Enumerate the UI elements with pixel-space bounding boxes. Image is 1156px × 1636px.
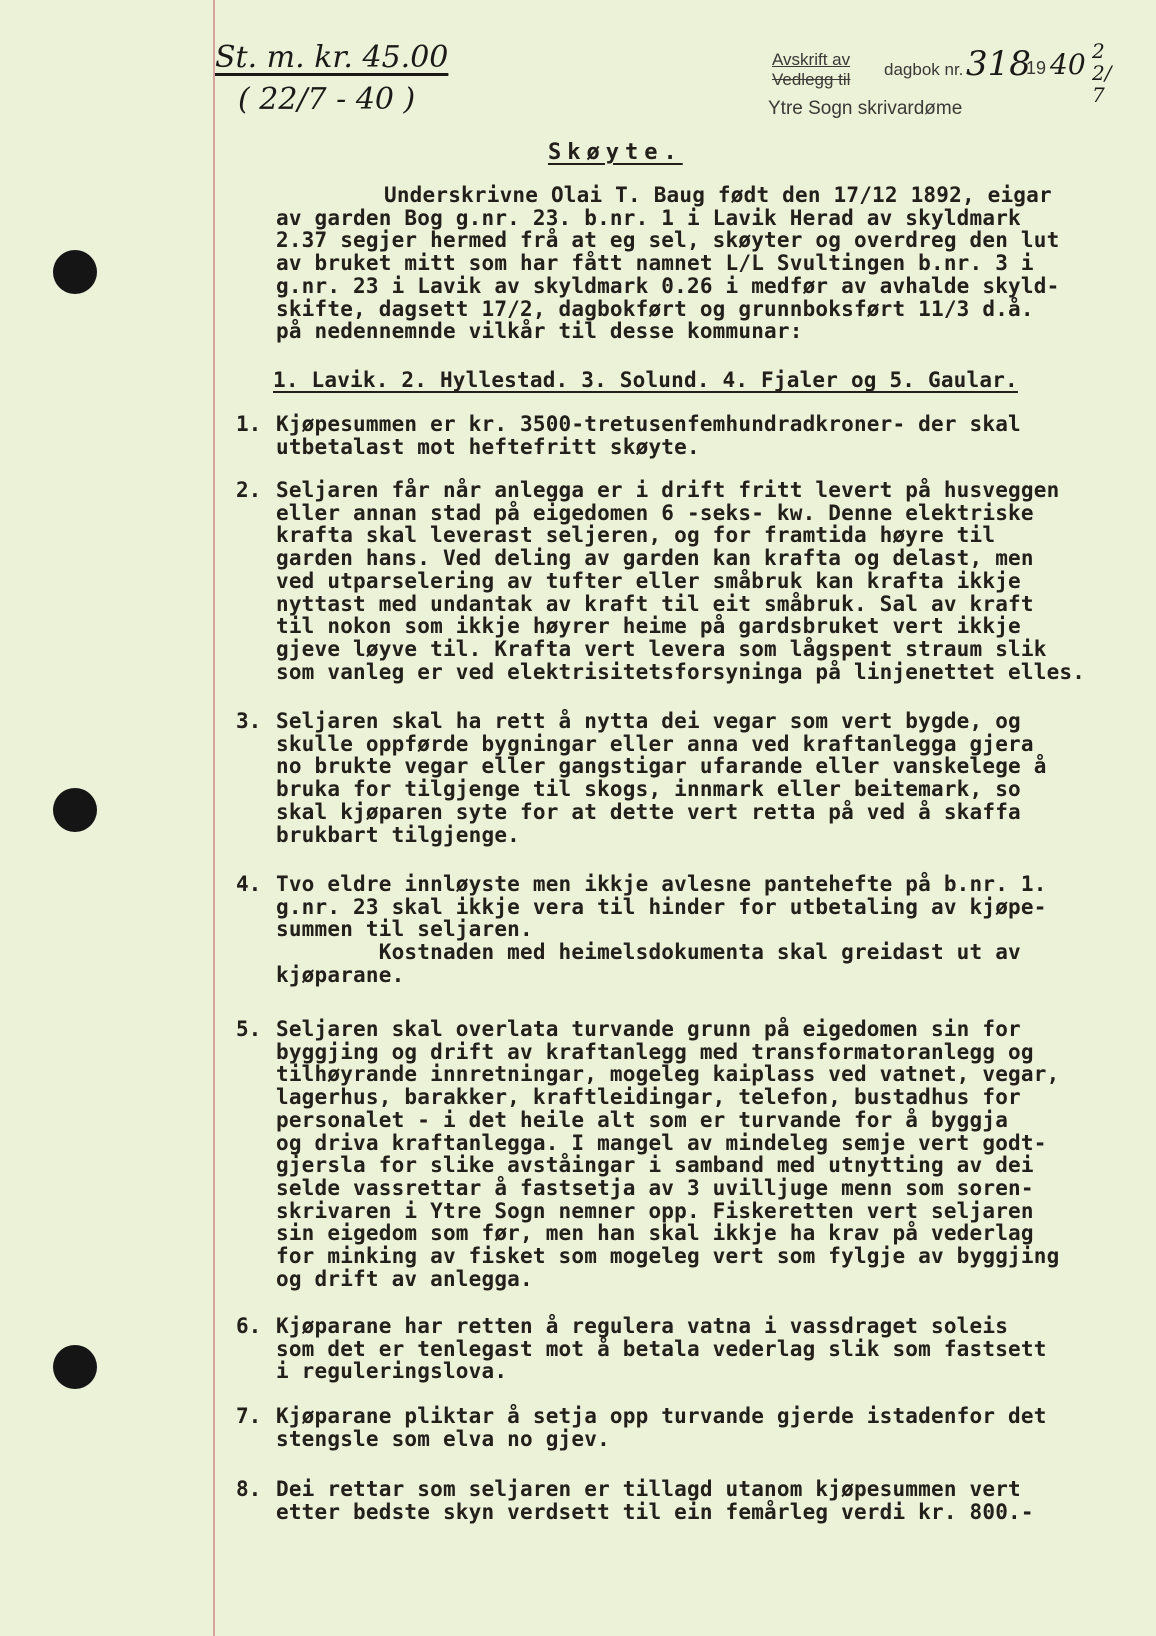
document-title: Skøyte.: [548, 140, 683, 165]
text-line: byggjing og drift av kraftanlegg med transformatoranlegg og: [276, 1039, 1034, 1064]
text-line: sin eigedom som før, men han skal ikkje ha krav på vederlag: [276, 1221, 1034, 1246]
text-line: skal kjøparen syte for at dette vert retta på ved å skaffa: [276, 799, 1021, 824]
text-line: Seljaren får når anlegga er i drift fritt levert på husveggen: [276, 478, 1060, 502]
text-line: og driva kraftanlegga. I mangel av mindeleg semje vert godt-: [276, 1130, 1047, 1155]
text-line: Underskrivne Olai T. Baug født den 17/12 1892, eigar: [384, 183, 1052, 207]
text-line: kjøparane.: [276, 962, 405, 987]
stamp-vedlegg: Vedlegg til: [772, 70, 851, 89]
text-line: skulle oppførde bygningar eller anna ved kraftanlegga gjera: [276, 731, 1034, 756]
handwritten-fee-note: St. m. kr. 45.00: [215, 40, 449, 75]
text-line: no brukte vegar eller gangstigar ufarande eller vanskelege å: [276, 754, 1047, 779]
text-line: Tvo eldre innløyste men ikkje avlesne pantehefte på b.nr. 1.: [276, 872, 1047, 896]
text-line: lagerhus, barakker, kraftleidingar, telefon, bustadhus for: [276, 1085, 1021, 1110]
text-line: som det er tenlegast mot å betala vederlag slik som fastsett: [276, 1336, 1047, 1361]
clause-number: 4.: [236, 872, 262, 896]
clause-number: 1.: [236, 412, 262, 436]
clause-number: 2.: [236, 478, 262, 502]
stamp-dagbok: dagbok nr.: [884, 60, 964, 79]
handwritten-date-note: ( 22/7 - 40 ): [238, 82, 416, 117]
text-line: på nedennemnde vilkår til desse kommunar:: [276, 319, 803, 344]
text-line: Kjøpesummen er kr. 3500-tretusenfemhundradkroner- der skal: [276, 412, 1021, 436]
text-line: Kjøparane har retten å regulera vatna i vassdraget soleis: [276, 1314, 1009, 1338]
text-line: som vanleg er ved elektrisitetsforsyninga på linjenettet elles.: [276, 659, 1086, 684]
text-line: for minking av fisket som mogeleg vert som fylgje av byggjing: [276, 1244, 1060, 1268]
text-line: g.nr. 23 i Lavik av skyldmark 0.26 i medfør av avhalde skyld-: [276, 273, 1060, 298]
text-line: krafta skal leverast seljeren, og for framtida høyre til: [276, 523, 996, 548]
text-line: 1. Lavik. 2. Hyllestad. 3. Solund. 4. Fjaler og 5. Gaular.: [273, 368, 1018, 392]
text-line: summen til seljaren.: [276, 917, 533, 942]
text-line: skifte, dagsett 17/2, dagbokført og grunnboksført 11/3 d.å.: [276, 296, 1034, 321]
handwritten-dagbok-number: 318: [966, 44, 1031, 84]
text-line: i reguleringslova.: [276, 1359, 508, 1384]
text-line: stengsle som elva no gjev.: [276, 1426, 610, 1451]
text-line: gjersla for slike avståingar i samband med utnytting av dei: [276, 1153, 1034, 1178]
text-line: eller annan stad på eigedomen 6 -seks- kw. Denne elektriske: [276, 500, 1034, 525]
text-line: etter bedste skyn verdsett til ein femårleg verdi kr. 800.-: [276, 1499, 1034, 1524]
text-line: Kostnaden med heimelsdokumenta skal greidast ut av: [276, 940, 1021, 965]
clause-number: 8.: [236, 1477, 262, 1501]
text-line: bruka for tilgjenge til skogs, innmark eller beitemark, so: [276, 777, 1021, 802]
text-line: skrivaren i Ytre Sogn nemner opp. Fiskeretten vert seljaren: [276, 1198, 1034, 1223]
clause-number: 3.: [236, 709, 262, 733]
text-line: til nokon som ikkje høyrer heime på gardsbruket vert ikkje: [276, 614, 1021, 639]
clause-number: 7.: [236, 1404, 262, 1428]
text-line: utbetalast mot heftefritt skøyte.: [276, 434, 700, 459]
clause-number: 5.: [236, 1017, 262, 1041]
text-line: 2.37 segjer hermed frå at eg sel, skøyter og overdreg den lut: [276, 228, 1060, 253]
text-line: garden hans. Ved deling av garden kan krafta og delast, men: [276, 546, 1034, 571]
text-line: nyttast med undantak av kraft til eit småbruk. Sal av kraft: [276, 591, 1034, 616]
text-line: av bruket mitt som har fått namnet L/L Svultingen b.nr. 3 i: [276, 251, 1034, 276]
text-line: brukbart tilgjenge.: [276, 822, 521, 847]
text-line: tilhøyrande innretningar, mogeleg kaiplass ved vatnet, vegar,: [276, 1062, 1060, 1087]
clause-number: 6.: [236, 1314, 262, 1338]
text-line: gjeve løyve til. Krafta vert levera som lågspent straum slik: [276, 636, 1047, 661]
text-line: selde vassrettar å fastsetja av 3 uvilljuge menn som soren-: [276, 1175, 1034, 1200]
stamp-year-prefix: 19: [1026, 58, 1047, 78]
text-line: personalet - i det heile alt som er turvande for å byggja: [276, 1107, 1009, 1132]
handwritten-date-fraction: 22/7: [1092, 39, 1112, 107]
stamp-avskrift: Avskrift av: [772, 50, 851, 69]
handwritten-year: 40: [1050, 48, 1086, 81]
text-line: og drift av anlegga.: [276, 1266, 533, 1291]
text-line: Kjøparane pliktar å setja opp turvande gjerde istadenfor det: [276, 1404, 1047, 1428]
text-line: g.nr. 23 skal ikkje vera til hinder for utbetaling av kjøpe-: [276, 894, 1047, 919]
text-line: Seljaren skal overlata turvande grunn på eigedomen sin for: [276, 1017, 1021, 1041]
text-line: Seljaren skal ha rett å nytta dei vegar som vert bygde, og: [276, 709, 1021, 733]
text-line: ved utparselering av tufter eller småbruk kan krafta ikkje: [276, 568, 1021, 593]
text-line: av garden Bog g.nr. 23. b.nr. 1 i Lavik Herad av skyldmark: [276, 205, 1021, 230]
text-line: Dei rettar som seljaren er tillagd utanom kjøpesummen vert: [276, 1477, 1021, 1501]
stamp-office: Ytre Sogn skrivardøme: [768, 98, 963, 119]
